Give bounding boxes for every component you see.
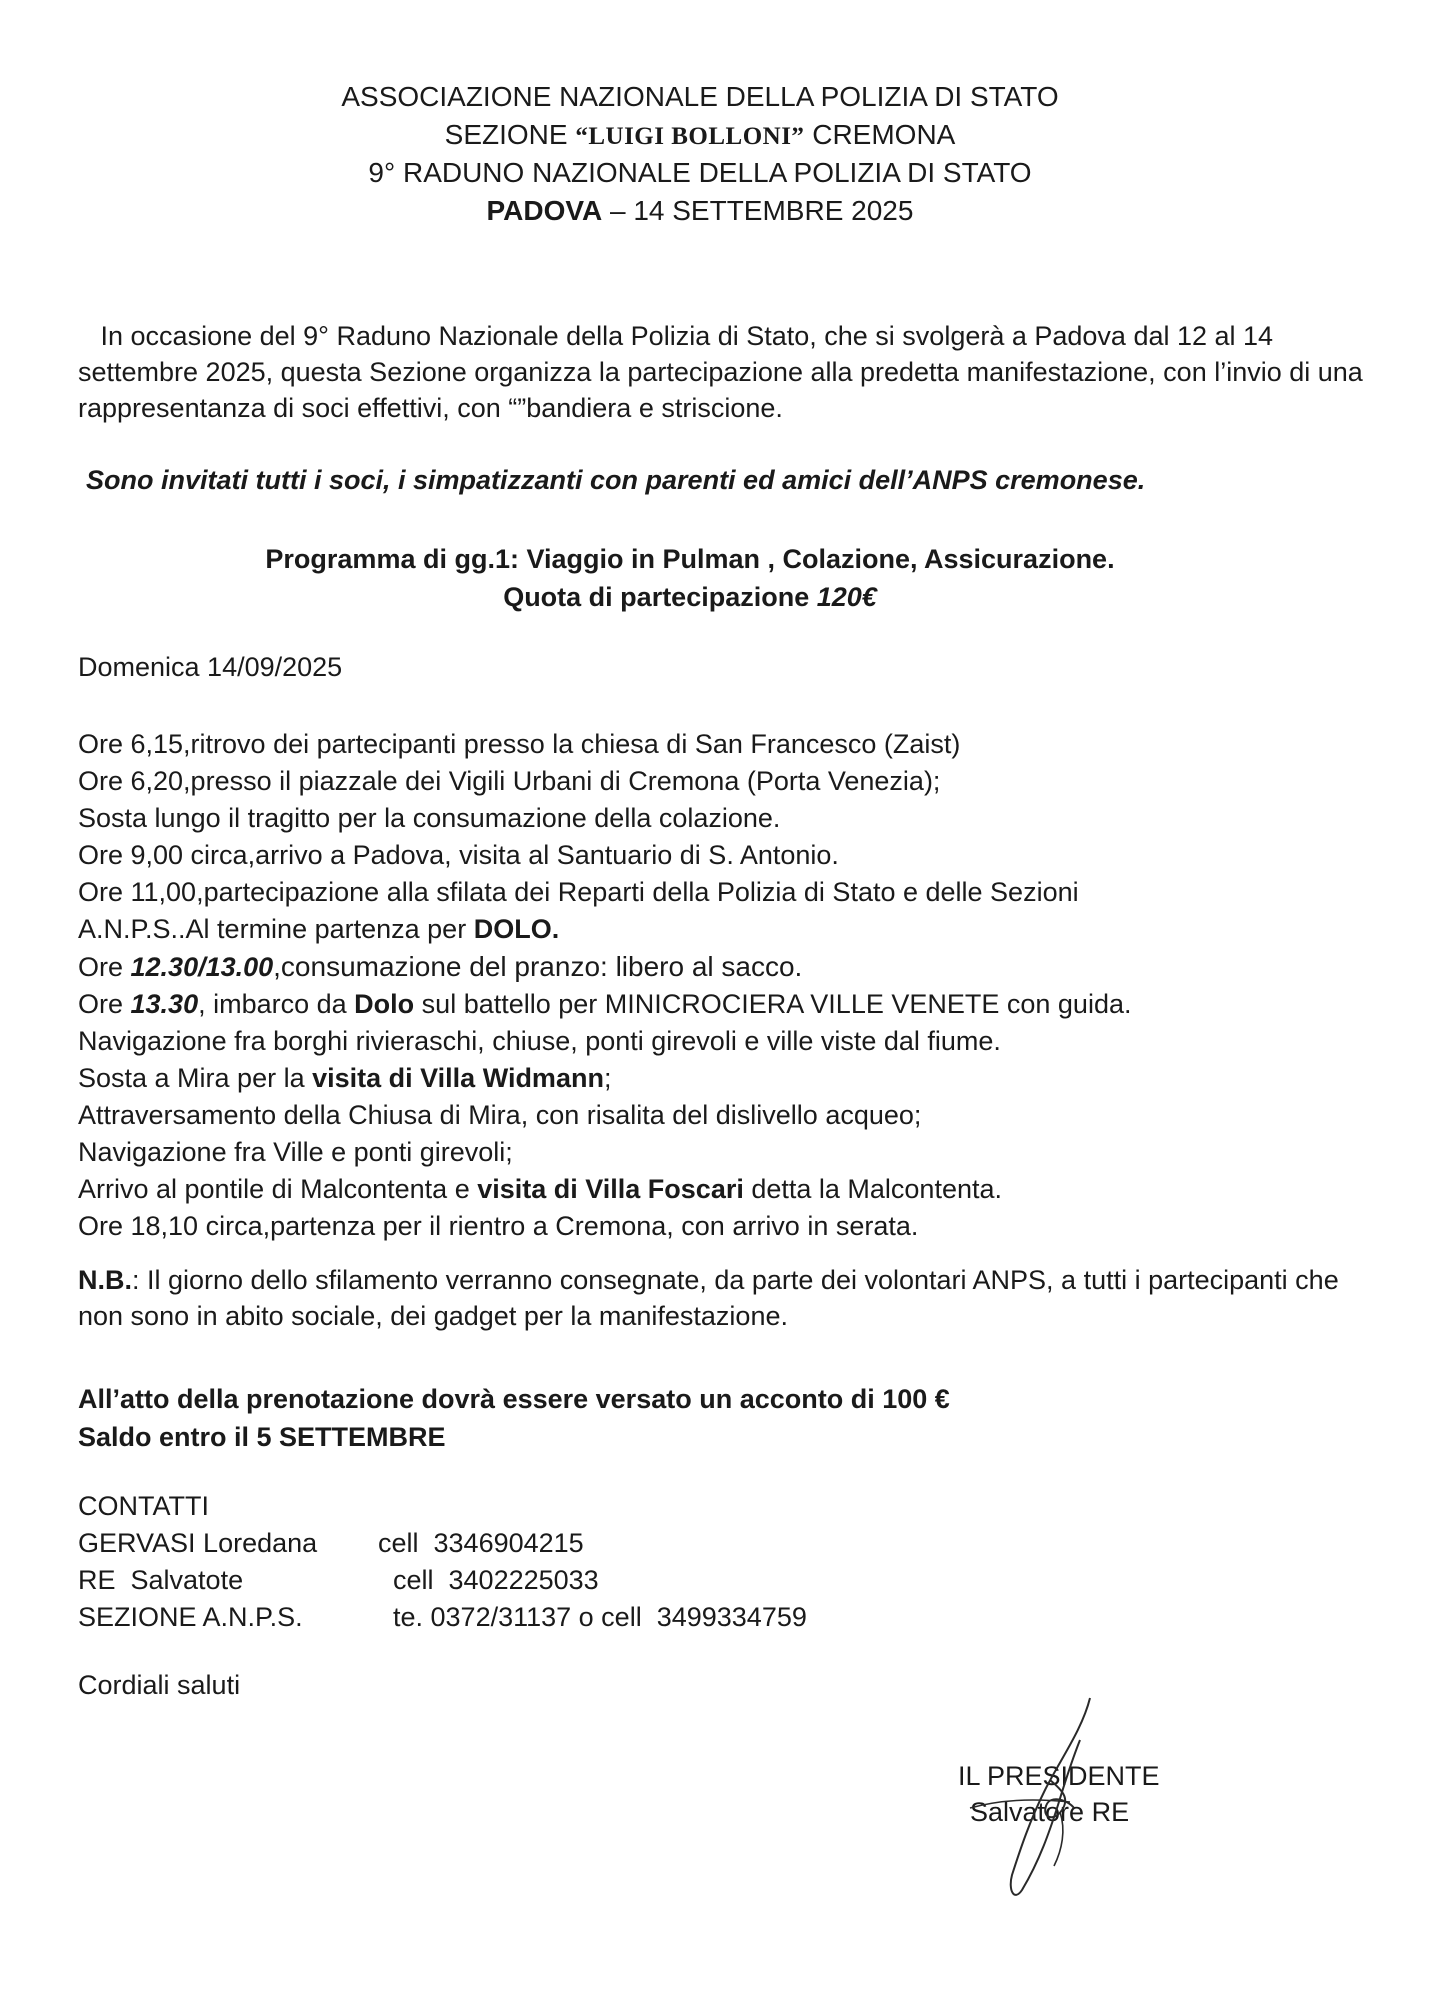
text: Ore xyxy=(78,989,131,1019)
quota-price: 120€ xyxy=(816,582,877,612)
contact-name: GERVASI Loredana xyxy=(78,1528,318,1558)
section-city: CREMONA xyxy=(804,119,956,150)
schedule-item: Navigazione fra borghi rivieraschi, chiuse, ponti girevoli e ville viste dal fiume. xyxy=(78,1026,1001,1056)
note-text: : Il giorno dello sfilamento verranno consegnate, da parte dei volontari ANPS, a tutti i partecipanti che non sono in abito sociale, dei gadget per la manifestazione. xyxy=(78,1265,1339,1331)
balance-line: Saldo entro il 5 SETTEMBRE xyxy=(78,1422,446,1452)
contact-row xyxy=(78,1599,807,1636)
signatory-title: IL PRESIDENTE xyxy=(958,1761,1160,1791)
text: Sosta a Mira per la xyxy=(78,1063,313,1093)
note-label: N.B. xyxy=(78,1265,132,1295)
quota-label: Quota di partecipazione xyxy=(503,582,817,612)
text: ; xyxy=(603,1063,612,1093)
event-date: – 14 SETTEMBRE 2025 xyxy=(602,195,914,226)
contacts-title: CONTATTI xyxy=(78,1491,209,1521)
boarding-place: Dolo xyxy=(354,989,415,1019)
contact-row xyxy=(78,1562,807,1599)
destination-dolo: DOLO. xyxy=(473,914,560,944)
text: ,consumazione del pranzo: libero al sacco. xyxy=(273,951,803,982)
schedule-item: Sosta lungo il tragitto per la consumazione della colazione. xyxy=(78,803,781,833)
event-city: PADOVA xyxy=(486,195,603,226)
villa-widmann: visita di Villa Widmann xyxy=(312,1063,604,1093)
text: sul battello per MINICROCIERA VILLE VENETE con guida. xyxy=(414,989,1132,1019)
lunch-time: 12.30/13.00 xyxy=(130,952,274,982)
schedule-item: Ore 18,10 circa,partenza per il rientro a Cremona, con arrivo in serata. xyxy=(78,1211,919,1241)
schedule-item xyxy=(78,948,1131,986)
schedule-item: Ore 6,15,ritrovo dei partecipanti presso la chiesa di San Francesco (Zaist) xyxy=(78,729,961,759)
schedule-item: Ore 9,00 circa,arrivo a Padova, visita al Santuario di S. Antonio. xyxy=(78,840,839,870)
schedule-item: Attraversamento della Chiusa di Mira, con risalita del dislivello acqueo; xyxy=(78,1100,922,1130)
boarding-time: 13.30 xyxy=(130,989,199,1019)
contact-name: RE Salvatote xyxy=(78,1565,244,1595)
invitation-line: Sono invitati tutti i soci, i simpatizzanti con parenti ed amici dell’ANPS cremonese. xyxy=(86,465,1146,495)
contacts-block xyxy=(78,1488,807,1636)
text: Ore xyxy=(78,952,131,982)
contact-name: SEZIONE A.N.P.S. xyxy=(78,1602,303,1632)
handwritten-signature xyxy=(950,1690,1130,1910)
schedule-item: Navigazione fra Ville e ponti girevoli; xyxy=(78,1137,513,1167)
contact-phone: cell 3346904215 xyxy=(378,1528,584,1558)
deposit-line: All’atto della prenotazione dovrà essere versato un acconto di 100 € xyxy=(78,1384,950,1414)
event-day: Domenica 14/09/2025 xyxy=(78,652,343,682)
intro-text: In occasione del 9° Raduno Nazionale della Polizia di Stato, che si svolgerà a Padova dal 12 al 14 settembre 2025, questa Sezione organizza la partecipazione alla predetta manifestazione, con l’invio di una rappresentanza di soci effettivi, con “”bandiera e striscione. xyxy=(78,321,1371,423)
section-prefix: SEZIONE xyxy=(444,119,576,150)
schedule-item xyxy=(78,986,1131,1023)
header-line-association: ASSOCIAZIONE NAZIONALE DELLA POLIZIA DI STATO xyxy=(341,81,1059,112)
schedule-item: Ore 6,20,presso il piazzale dei Vigili Urbani di Cremona (Porta Venezia); xyxy=(78,766,941,796)
contact-row xyxy=(78,1525,807,1562)
payment-info xyxy=(78,1380,950,1456)
schedule-item xyxy=(78,911,1131,948)
signatory-name: Salvatore RE xyxy=(970,1797,1130,1827)
header-line-section xyxy=(0,116,1400,156)
schedule-list xyxy=(78,726,1131,1245)
text: A.N.P.S..Al termine partenza per xyxy=(78,914,474,944)
program-line: Programma di gg.1: Viaggio in Pulman , Colazione, Assicurazione. xyxy=(265,544,1115,574)
schedule-item: Ore 11,00,partecipazione alla sfilata dei Reparti della Polizia di Stato e delle Sezioni xyxy=(78,877,1079,907)
schedule-item xyxy=(78,1171,1131,1208)
intro-paragraph xyxy=(78,318,1371,426)
section-name: “LUIGI BOLLONI” xyxy=(575,123,805,150)
quota-line xyxy=(0,578,1380,616)
contact-phone: cell 3402225033 xyxy=(378,1565,599,1595)
text: detta la Malcontenta. xyxy=(743,1174,1003,1204)
schedule-item xyxy=(78,1060,1131,1097)
villa-foscari: visita di Villa Foscari xyxy=(477,1174,744,1204)
closing-greeting: Cordiali saluti xyxy=(78,1670,241,1700)
text: , imbarco da xyxy=(198,989,355,1019)
note-paragraph xyxy=(78,1262,1378,1334)
header-line-date xyxy=(0,192,1400,230)
text: Arrivo al pontile di Malcontenta e xyxy=(78,1174,478,1204)
header-line-event: 9° RADUNO NAZIONALE DELLA POLIZIA DI STATO xyxy=(368,157,1032,188)
contact-phone: te. 0372/31137 o cell 3499334759 xyxy=(378,1602,807,1632)
